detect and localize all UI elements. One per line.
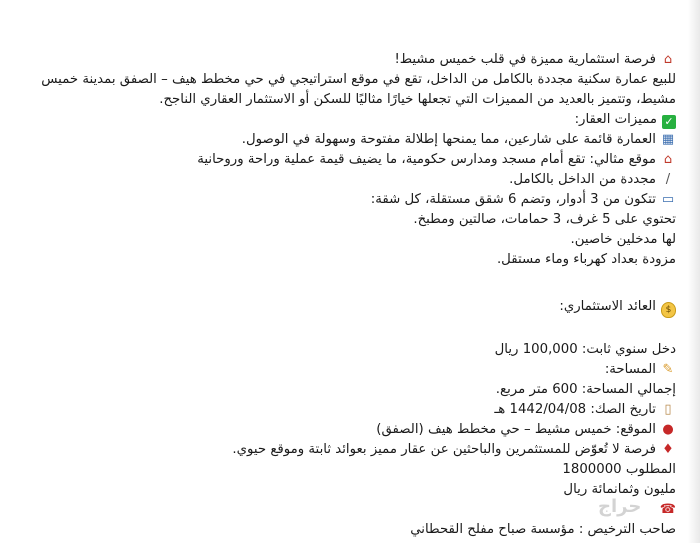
location-line bbox=[18, 420, 676, 440]
listing-title: فرصة استثمارية مميزة في قلب خميس مشيط! bbox=[394, 52, 656, 67]
opportunity: فرصة لا تُعوّض للمستثمرين والباحثين عن عقار مميز بعوائد ثابتة وموقع حيوي. bbox=[232, 442, 656, 457]
apartment-detail: لها مدخلين خاصين. bbox=[570, 232, 676, 247]
money-bag-icon: $ bbox=[661, 302, 676, 318]
feature-text: العمارة قائمة على شارعين، مما يمنحها إطلالة مفتوحة وسهولة في الوصول. bbox=[241, 132, 656, 147]
location: الموقع: خميس مشيط – حي مخطط هيف (الصفق) bbox=[376, 422, 656, 437]
feature-text: مجددة من الداخل بالكامل. bbox=[509, 172, 656, 187]
building-icon: ▦ bbox=[661, 132, 675, 147]
phone-icon: ☎ bbox=[659, 502, 676, 517]
pin-icon: ● bbox=[662, 422, 674, 437]
feature-item bbox=[18, 150, 676, 170]
house-icon: ⌂ bbox=[663, 52, 673, 67]
feature-item bbox=[18, 170, 676, 190]
watermark: حراج bbox=[598, 496, 642, 517]
area-heading: المساحة: bbox=[604, 362, 656, 377]
apartment-detail: تحتوي على 5 غرف، 3 حمامات، صالتين ومطبخ. bbox=[413, 212, 676, 227]
feature-item bbox=[18, 130, 676, 150]
feature-item bbox=[18, 190, 676, 210]
paintbrush-icon: / bbox=[665, 172, 671, 187]
opportunity-line bbox=[18, 440, 676, 460]
deed-date-line bbox=[18, 400, 676, 420]
features-heading-line bbox=[18, 110, 676, 130]
feature-text: تتكون من 3 أدوار، وتضم 6 شقق مستقلة، كل شقة: bbox=[370, 192, 656, 207]
intro-paragraph: للبيع عمارة سكنية مجددة بالكامل من الداخل، تقع في موقع استراتيجي في حي مخطط هيف – الصفق بمدينة خميس مشيط، وتتميز بالعديد من المميزات التي تجعلها خيارًا مثاليًا للسكن أو الاستثمار العقاري الناجح. bbox=[41, 72, 676, 107]
deed-date: تاريخ الصك: 1442/04/08 هـ bbox=[494, 402, 656, 417]
return-heading-line bbox=[18, 297, 676, 318]
scroll-icon: ▯ bbox=[664, 402, 672, 417]
features-heading: مميزات العقار: bbox=[574, 112, 657, 127]
listing-description bbox=[18, 50, 676, 540]
required-price: المطلوب 1800000 bbox=[562, 462, 676, 477]
pencil-icon: ✎ bbox=[662, 362, 674, 377]
area-heading-line bbox=[18, 360, 676, 380]
license-holder: صاحب الترخيص : مؤسسة صباح مفلح القحطاني bbox=[410, 522, 676, 537]
feature-text: موقع مثالي: تقع أمام مسجد ومدارس حكومية، ما يضيف قيمة عملية وراحة وروحانية bbox=[197, 152, 656, 167]
mosque-icon: ⌂ bbox=[663, 152, 673, 167]
page-right-edge bbox=[688, 0, 700, 543]
total-area: إجمالي المساحة: 600 متر مربع. bbox=[495, 382, 676, 397]
flame-icon: ♦ bbox=[662, 442, 674, 457]
apartment-detail: مزودة بعداد كهرباء وماء مستقل. bbox=[496, 252, 676, 267]
annual-income: دخل سنوي ثابت: 100,000 ريال bbox=[494, 342, 676, 357]
title-line bbox=[18, 50, 676, 70]
phone-line bbox=[18, 500, 676, 520]
return-heading: العائد الاستثماري: bbox=[559, 299, 656, 314]
bed-icon: ▭ bbox=[661, 192, 675, 207]
check-icon: ✓ bbox=[662, 115, 676, 129]
required-price-words: مليون وثمانمائة ريال bbox=[563, 482, 676, 497]
